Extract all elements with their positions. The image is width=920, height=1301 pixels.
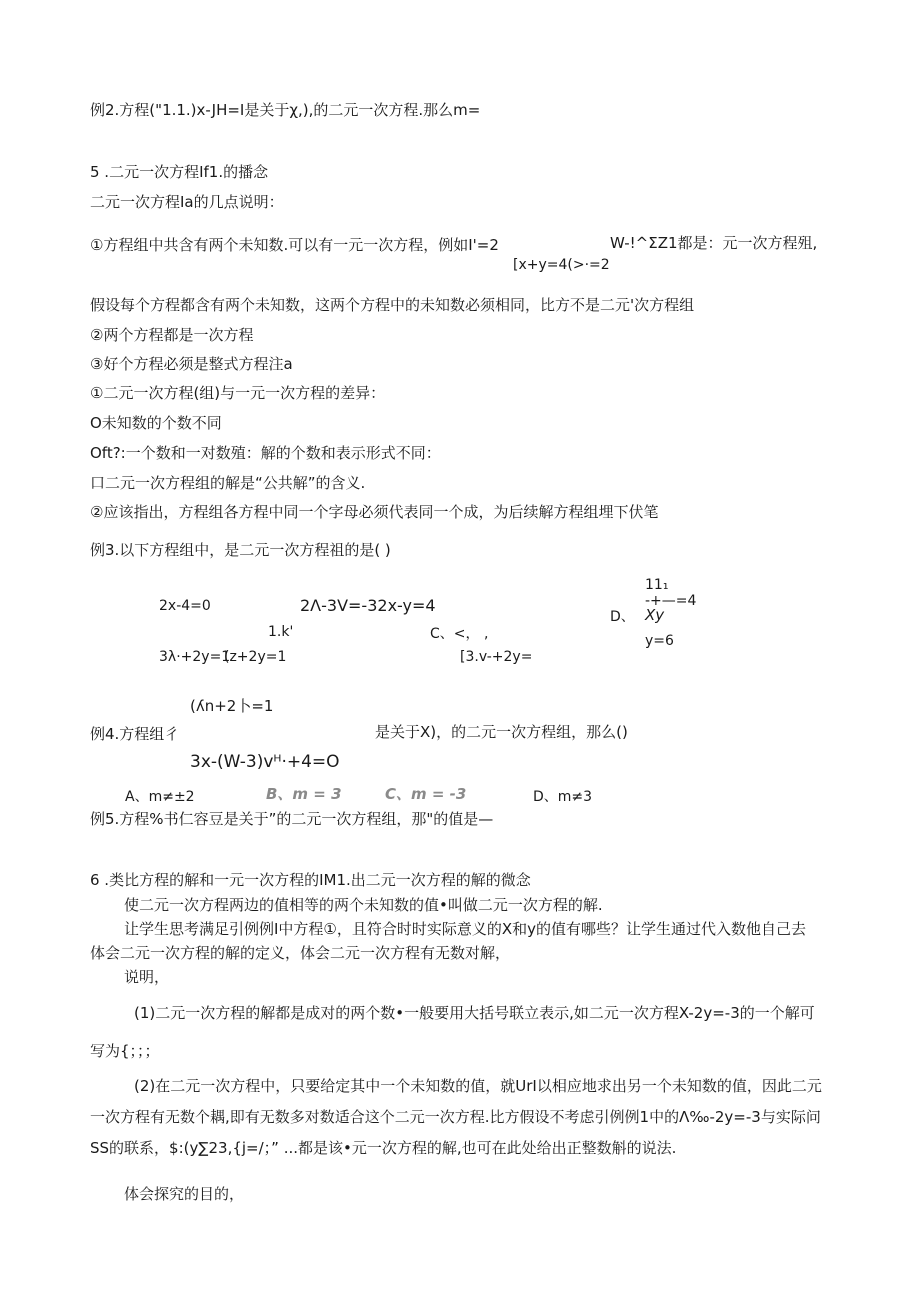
closing-line: 体会探究的目的， [124,1185,245,1203]
option-d-denominators: Xy [645,606,665,624]
section-6-heading: 6 .类比方程的解和一元一次方程的IM1.出二元一次方程的解的微念 [90,871,531,889]
intro-line: 二元一次方程Ia的几点说明： [90,193,284,211]
example-4-suffix: 是关于X)，的二元一次方程组，那么() [375,723,628,741]
definition: 使二元一次方程两边的值相等的两个未知数的值•叫做二元一次方程的解. [124,896,603,914]
option-d: D、m≠3 [533,789,593,805]
example-5: 例5.方程%书仁容豆是关于”的二元一次方程组，那"的值是— [90,810,494,828]
example-4-eq2: 3x-(W-3)vᴴ·+4=O [190,752,340,772]
note-2-line-2: 一次方程有无数个耦,即有无数多对数适合这个二元一次方程.比方假设不考虑引例例1中的Λ‰-2y=-3与实际问 [90,1108,821,1126]
option-d-label: D、 [610,609,635,625]
point-2-text: 假设每个方程都含有两个未知数，这两个方程中的未知数必须相同，比方不是二元'次方程组 [90,296,695,314]
note-1-line-1: (1)二元一次方程的解都是成对的两个数•一般要用大括号联立表示,如二元一次方程X-2y=-3的一个解可 [134,1004,815,1022]
explain-label: 说明， [124,968,170,986]
point-6-text: O未知数的个数不同 [90,414,222,432]
example-3: 例3.以下方程组中，是二元一次方程祖的是( ) [90,541,391,559]
point-8-text: 口二元一次方程组的解是“公共解”的含义. [90,474,366,492]
note-2-line-1: (2)在二元一次方程中，只要给定其中一个未知数的值，就UrI以相应地求出另一个未知数的值，因此二元 [134,1077,822,1095]
point-4-text: ③好个方程必须是整式方程注a [90,355,293,373]
option-b-eq2: (z+2y=1 [224,649,287,665]
example-4-eq1: (ʎn+2卜=1 [190,697,274,715]
note-1-line-2: 写为{；；； [90,1042,160,1060]
question-line-2: 体会二元一次方程的解的定义，体会二元一次方程有无数对解， [90,944,511,962]
option-a-eq1: 2x-4=0 [159,598,211,614]
option-d-top: 11₁ [645,577,669,593]
point-1-system: [x+y=4(>·=2 [513,257,610,273]
note-2-line-3: SS的联系，$:(y∑23,{j=/；” ...都是该•元一次方程的解,也可在此处给出正整数斛的说法. [90,1139,677,1157]
point-1: ①方程组中共含有两个未知数.可以有一元一次方程，例如I'=2 [90,236,499,254]
example-4-prefix: 例4.方程组彳 [90,725,180,743]
option-b-eq1: 2Λ-3V=-32x-y=4 [300,596,436,615]
point-3-text: ②两个方程都是一次方程 [90,326,254,344]
point-7-text: Oft?:一个数和一对数殖：解的个数和表示形式不同： [90,444,441,462]
option-c-label: C、<， , [430,626,489,642]
section-5-heading: 5 .二元一次方程If1.的播念 [90,163,269,181]
option-b-note: 1.k' [268,624,294,640]
point-1-right: W-!^ΣΖ1都是：元一次方程殂, [610,234,818,252]
option-a-eq2: 3λ·+2y=1 [159,649,231,665]
option-c: C、m = -3 [385,785,467,803]
question-line-1: 让学生思考满足引例例I中方程①，且符合时时实际意义的X和y的值有哪些？让学生通过代入数他自己去 [124,920,807,938]
example-2: 例2.方程("1.1.)x-JH=I是关于χ,),的二元一次方程.那么m= [90,101,481,119]
option-d-eq2: y=6 [645,633,674,649]
point-9-text: ②应该指出，方程组各方程中同一个字母必须代表同一个成，为后续解方程组埋下伏笔 [90,503,659,521]
option-a: A、m≠±2 [125,789,195,805]
point-5-text: ①二元一次方程(组)与一元一次方程的差异： [90,384,386,402]
option-c-eq2: [3.v-+2y= [460,649,533,665]
option-b: B、m = 3 [266,785,342,803]
option-d-eq: -+—=4 [645,593,697,609]
